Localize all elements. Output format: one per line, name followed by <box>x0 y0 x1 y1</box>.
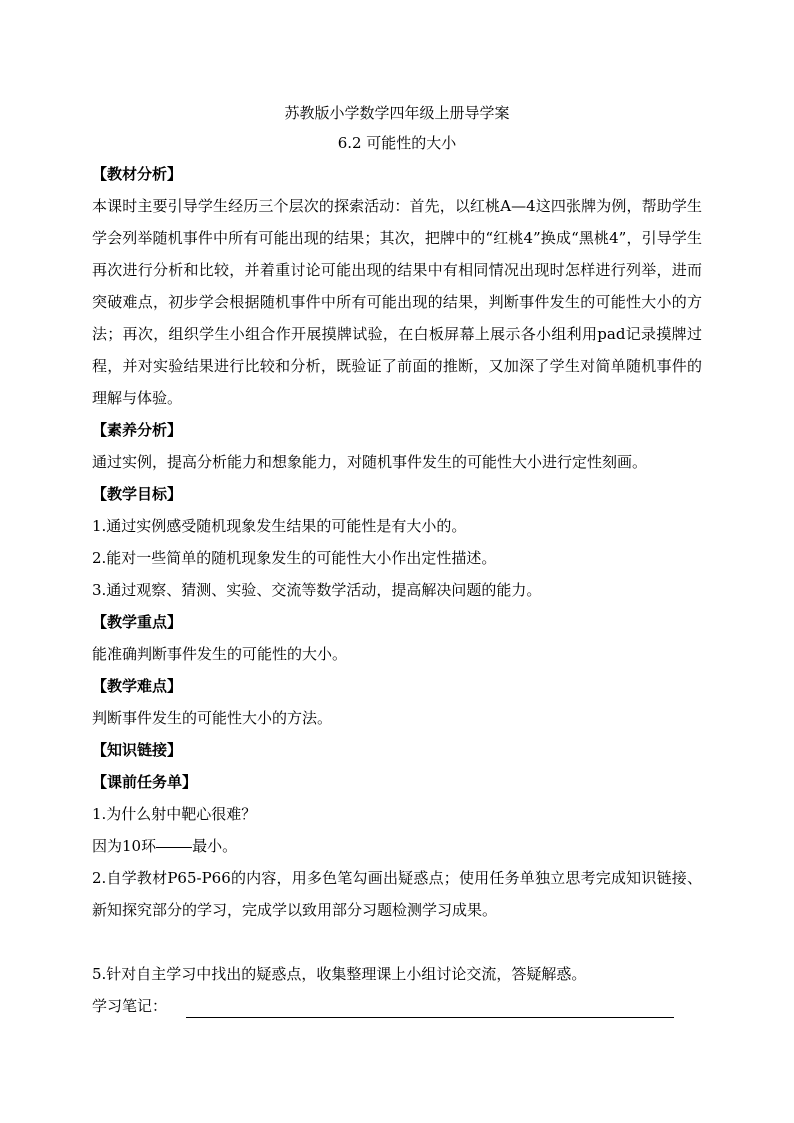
blank-spacer <box>92 926 702 958</box>
document-subtitle: 6.2 可能性的大小 <box>337 134 457 152</box>
literacy-text: 通过实例，提高分析能力和想象能力，对随机事件发生的可能性大小进行定性刻画。 <box>92 453 648 471</box>
document-title: 苏教版小学数学四年级上册导学案 <box>284 104 510 122</box>
answer-blank[interactable] <box>156 846 192 848</box>
task-question-2: 2.自学教材P65-P66的内容，用多色笔勾画出疑惑点；使用任务单独立思考完成知识链接、新知探究部分的学习，完成学以致用部分习题检测学习成果。 <box>92 869 702 919</box>
difficulty-heading: 【教学难点】 <box>92 677 183 695</box>
key-point-text: 能准确判断事件发生的可能性的大小。 <box>92 645 348 663</box>
task-question-5: 5.针对自主学习中找出的疑惑点，收集整理课上小组讨论交流，答疑解惑。 <box>92 965 587 983</box>
answer-prefix: 因为10环 <box>92 837 157 855</box>
study-notes-label: 学习笔记： <box>92 997 168 1015</box>
goal-item: 3.通过观察、猜测、实验、交流等数学活动，提高解决问题的能力。 <box>92 581 542 599</box>
literacy-heading: 【素养分析】 <box>92 421 183 439</box>
analysis-text: 本课时主要引导学生经历三个层次的探索活动：首先，以红桃A—4这四张牌为例，帮助学生学会列举随机事件中所有可能出现的结果；其次，把牌中的“红桃4”换成“黑桃4”，引导学生再次进行分析和比较，并着重讨论可能出现的结果中有相同情况出现时怎样进行列举，进而突破难点，初步学会根据随机事件中所有可能出现的结果，判断事件发生的可能性大小的方法；再次，组织学生小组合作开展摸牌试验，在白板屏幕上展示各小组利用pad记录摸牌过程，并对实验结果进行比较和分析，既验证了前面的推断，又加深了学生对简单随机事件的理解与体验。 <box>92 197 702 407</box>
task-answer-line <box>92 830 702 862</box>
study-notes <box>92 990 702 1022</box>
document-page <box>92 98 702 1022</box>
goal-item: 2.能对一些简单的随机现象发生的可能性大小作出定性描述。 <box>92 549 497 567</box>
answer-suffix: 最小。 <box>192 837 238 855</box>
task-question-1: 1.为什么射中靶心很难？ <box>92 805 257 823</box>
task-list-heading: 【课前任务单】 <box>92 773 198 791</box>
goal-item: 1.通过实例感受随机现象发生结果的可能性是有大小的。 <box>92 517 467 535</box>
difficulty-text: 判断事件发生的可能性大小的方法。 <box>92 709 333 727</box>
knowledge-link-heading: 【知识链接】 <box>92 741 183 759</box>
notes-writing-line[interactable] <box>186 1017 674 1018</box>
goals-heading: 【教学目标】 <box>92 485 183 503</box>
key-point-heading: 【教学重点】 <box>92 613 183 631</box>
analysis-heading: 【教材分析】 <box>92 165 183 183</box>
